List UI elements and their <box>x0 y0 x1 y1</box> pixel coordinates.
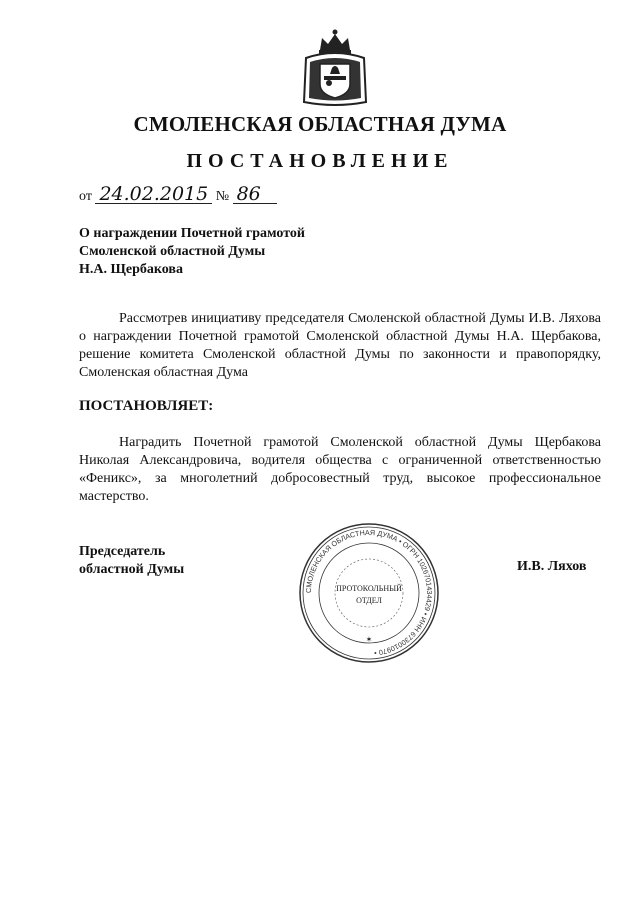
seal-center-line: ОТДЕЛ <box>356 596 382 605</box>
signer-title-line: областной Думы <box>79 562 185 577</box>
decree-word: ПОСТАНОВЛЯЕТ: <box>79 398 214 414</box>
subject-line: Смоленской областной Думы <box>79 244 266 259</box>
document-number: 86 <box>233 185 277 204</box>
coat-of-arms-emblem <box>300 28 370 108</box>
document-subject <box>79 225 305 279</box>
number-prefix: № <box>215 189 230 204</box>
signer-name: И.В. Ляхов <box>517 559 587 574</box>
resolution-paragraph: Наградить Почетной грамотой Смоленской областной Думы Щербакова Николая Александровича, водителя общества с ограниченной ответственностью «Феникс», за многолетний добросовестный труд, высокое профессиональное мастерство. <box>79 435 601 504</box>
date-prefix: от <box>79 189 92 204</box>
date-number-line <box>79 185 277 205</box>
official-seal-stamp <box>298 522 440 664</box>
subject-line: О награждении Почетной грамотой <box>79 226 305 241</box>
seal-center-line: ПРОТОКОЛЬНЫЙ <box>336 584 402 593</box>
document-date: 24.02.2015 <box>95 185 212 204</box>
star-icon: ✶ <box>365 635 373 644</box>
organization-title: СМОЛЕНСКАЯ ОБЛАСТНАЯ ДУМА <box>133 112 507 136</box>
subject-line: Н.А. Щербакова <box>79 262 183 277</box>
signer-title-line: Председатель <box>79 544 166 559</box>
document-type-title: ПОСТАНОВЛЕНИЕ <box>186 150 454 172</box>
preamble-paragraph: Рассмотрев инициативу председателя Смоленской областной Думы И.В. Ляхова о награждении Почетной грамотой Смоленской областной Думы Н.А. Щербакова, решение комитета Смоленской областной Думы по законности и правопорядку, Смоленская областная Дума <box>79 311 601 380</box>
seal-ring-text: СМОЛЕНСКАЯ ОБЛАСТНАЯ ДУМА • ОГРН 1026701434429 • ИНН 6730010970 • <box>303 527 435 658</box>
signer-title <box>79 543 184 579</box>
